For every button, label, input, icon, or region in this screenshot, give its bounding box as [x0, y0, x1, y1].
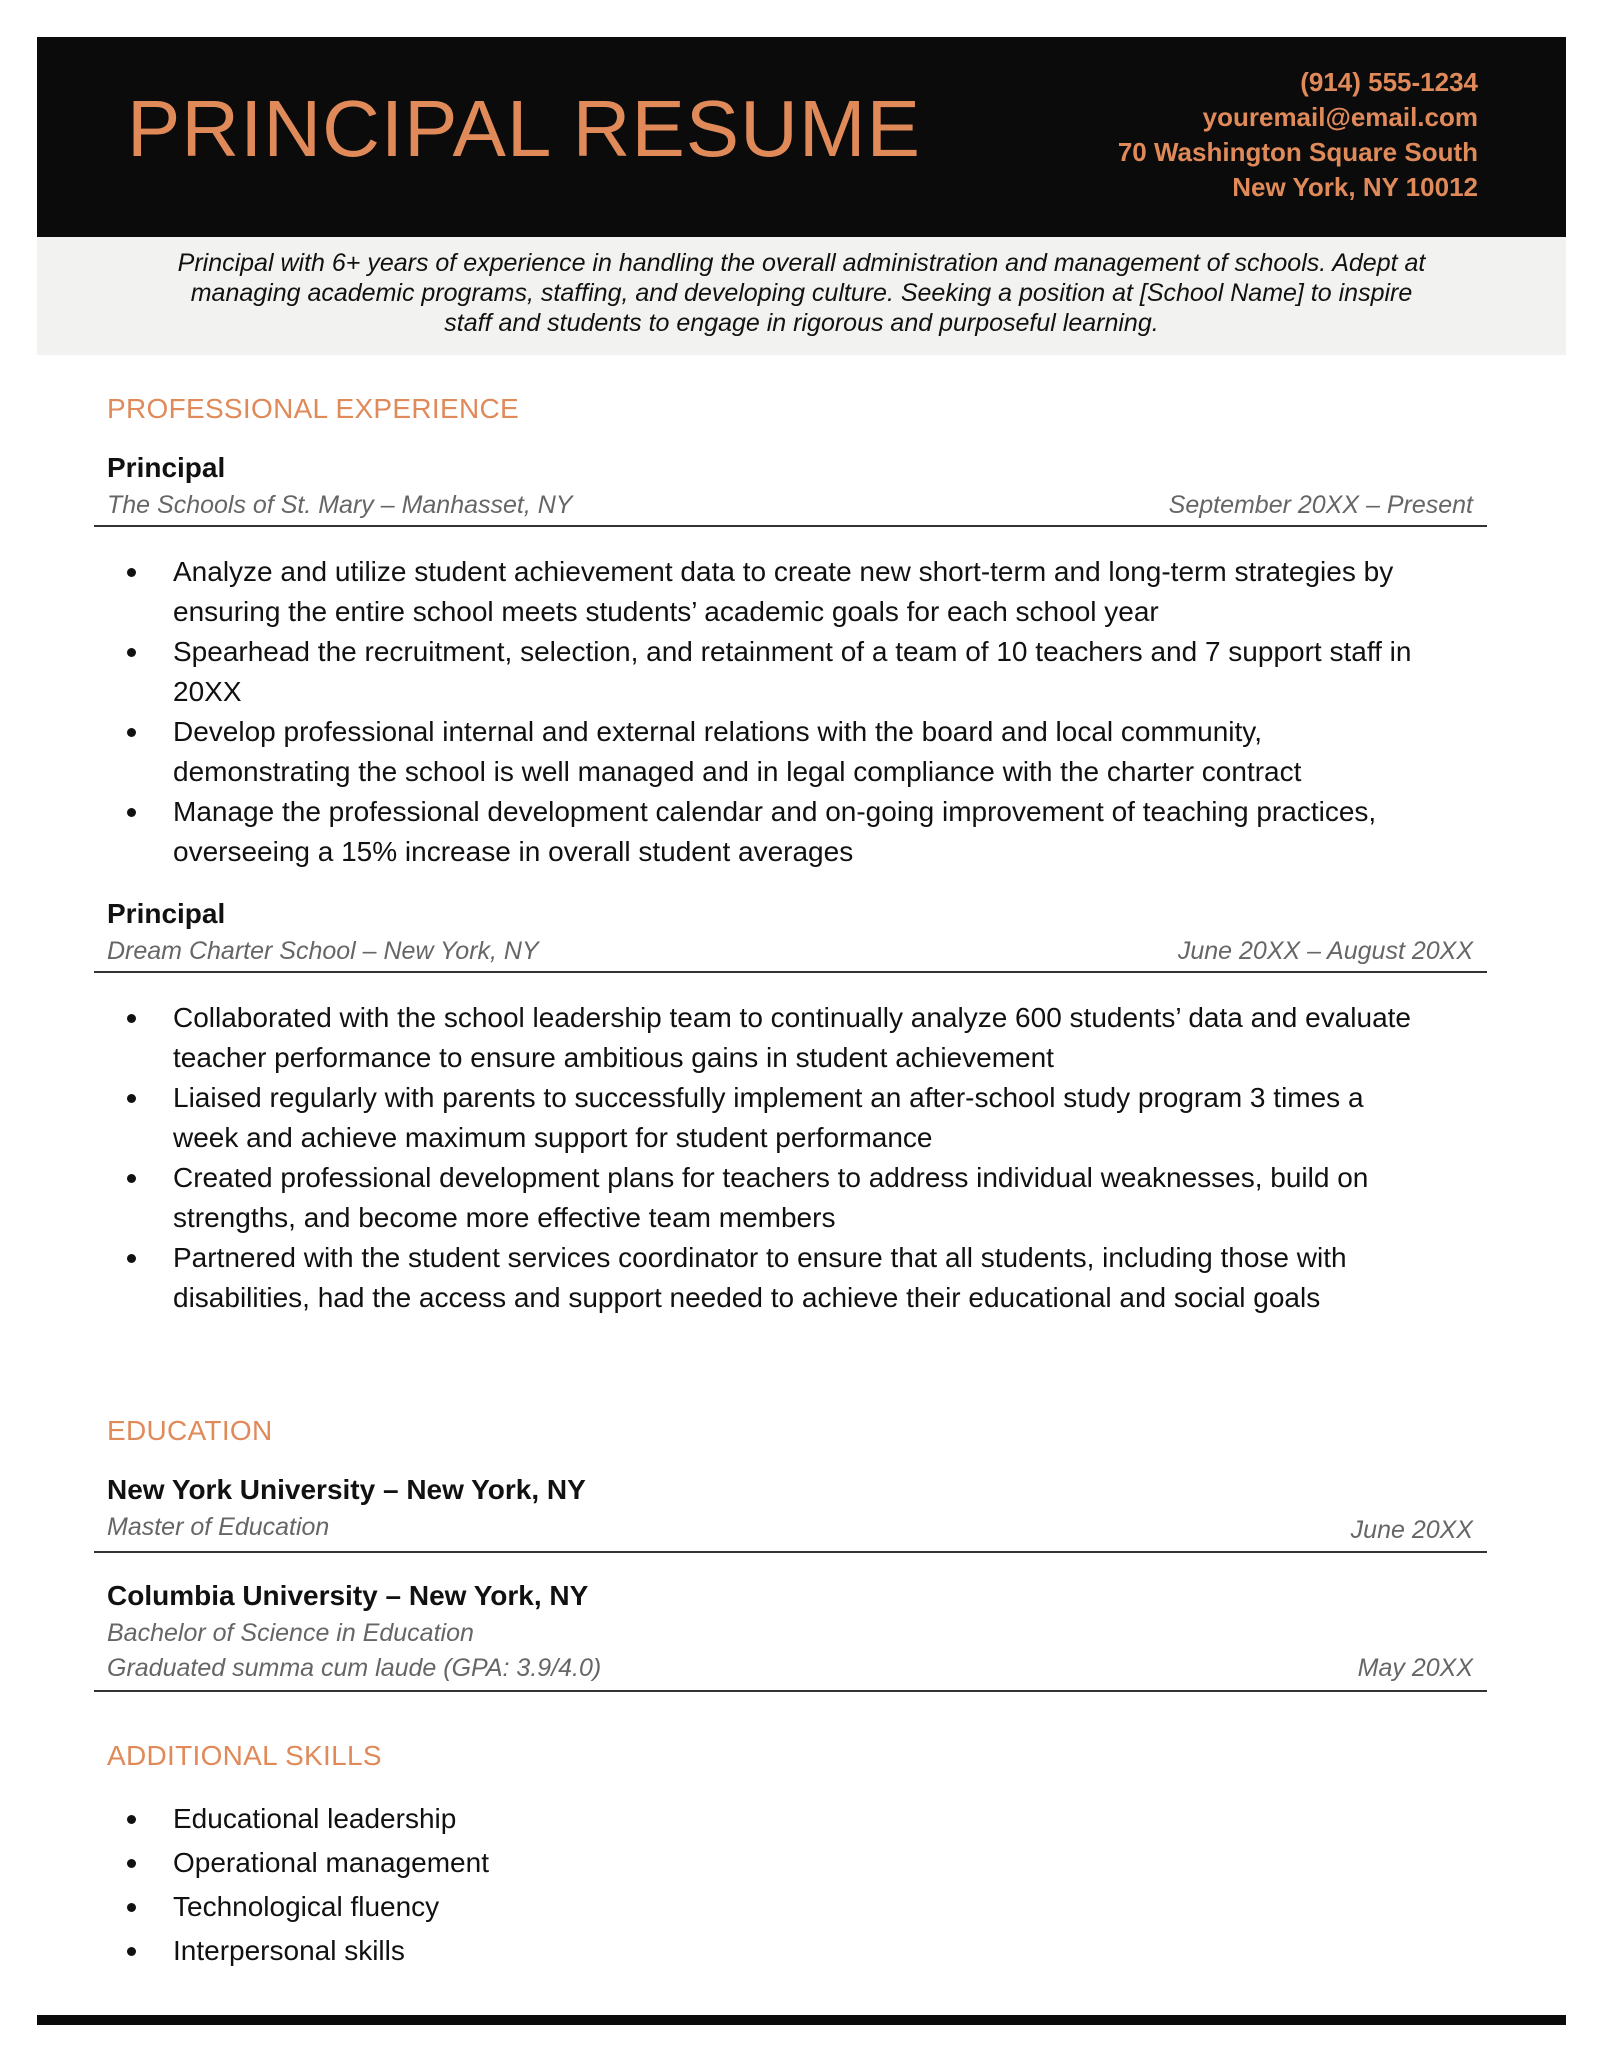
- job-title: Principal: [107, 452, 226, 483]
- bullet-dot: [127, 648, 136, 657]
- degree-text: Master of Education: [107, 1513, 330, 1541]
- school-name: New York University – New York, NY: [107, 1474, 586, 1505]
- bullet-dot: [127, 808, 136, 817]
- phone-text: (914) 555-1234: [1300, 67, 1478, 97]
- bullet-dot: [127, 568, 136, 577]
- education-heading: EDUCATION: [107, 1415, 273, 1446]
- bullet-dot: [127, 1174, 136, 1183]
- email-text: youremail@email.com: [1202, 102, 1478, 132]
- experience-heading: PROFESSIONAL EXPERIENCE: [107, 393, 519, 424]
- skill-text: Interpersonal skills: [173, 1935, 405, 1966]
- job-organization: Dream Charter School – New York, NY: [107, 937, 539, 965]
- header-banner: [37, 37, 1566, 237]
- honors-text: Graduated summa cum laude (GPA: 3.9/4.0): [107, 1654, 602, 1682]
- footer-bar: [37, 2015, 1566, 2025]
- list-item: [0, 1929, 1500, 1973]
- resume-title: PRINCIPAL RESUME: [127, 84, 921, 173]
- bullet-text: Analyze and utilize student achievement data to create new short-term and long-term strategies by ensuring the entire school meets students’ academic goals for each school year: [173, 556, 1394, 627]
- divider-rule: [94, 525, 1487, 527]
- bullet-text: Develop professional internal and external relations with the board and local community, demonstrating the school is well managed and in legal compliance with the charter contract: [173, 716, 1302, 787]
- job-bullet-list: [0, 998, 1500, 1318]
- list-item: [0, 552, 1500, 632]
- list-item: [0, 1158, 1500, 1238]
- job-bullet-list: [0, 552, 1500, 872]
- school-name: Columbia University – New York, NY: [107, 1580, 589, 1611]
- list-item: [0, 1797, 1500, 1841]
- skill-text: Technological fluency: [173, 1891, 440, 1922]
- graduation-date: May 20XX: [1357, 1654, 1473, 1682]
- bullet-dot: [127, 728, 136, 737]
- job-title: Principal: [107, 898, 226, 929]
- divider-rule: [94, 1690, 1487, 1692]
- list-item: [0, 632, 1500, 712]
- bullet-dot: [127, 1254, 136, 1263]
- graduation-date: June 20XX: [1350, 1516, 1473, 1544]
- bullet-dot: [127, 1014, 136, 1023]
- list-item: [0, 792, 1500, 872]
- bullet-dot: [127, 1947, 136, 1956]
- bullet-text: Manage the professional development calendar and on-going improvement of teaching practices, overseeing a 15% increase in overall student averages: [173, 796, 1377, 867]
- bullet-text: Created professional development plans for teachers to address individual weaknesses, build on strengths, and become more effective team members: [173, 1162, 1369, 1233]
- degree-text: Bachelor of Science in Education: [107, 1619, 474, 1647]
- job-organization: The Schools of St. Mary – Manhasset, NY: [107, 491, 573, 519]
- list-item: [0, 1841, 1500, 1885]
- list-item: [0, 712, 1500, 792]
- job-dates: September 20XX – Present: [1168, 491, 1473, 519]
- list-item: [0, 1238, 1500, 1318]
- skill-text: Educational leadership: [173, 1803, 457, 1834]
- skills-list: [0, 1797, 1500, 1973]
- summary-text: Principal with 6+ years of experience in handling the overall administration and management of schools. Adept at managing academic programs, staffing, and developing culture. Seeking a position at [School Name] to inspire staff and students to engage in rigorous and purposeful learning.: [177, 249, 1426, 337]
- job-dates: June 20XX – August 20XX: [1177, 937, 1473, 965]
- divider-rule: [94, 971, 1487, 973]
- skill-text: Operational management: [173, 1847, 489, 1878]
- contact-block: [1118, 65, 1478, 205]
- bullet-dot: [127, 1859, 136, 1868]
- summary-band: [37, 237, 1566, 355]
- address-line-2: New York, NY 10012: [1232, 172, 1478, 202]
- list-item: [0, 1885, 1500, 1929]
- bullet-dot: [127, 1815, 136, 1824]
- list-item: [0, 998, 1500, 1078]
- bullet-text: Liaised regularly with parents to successfully implement an after-school study program 3 times a week and achieve maximum support for student performance: [173, 1082, 1364, 1153]
- bullet-text: Partnered with the student services coordinator to ensure that all students, including those with disabilities, had the access and support needed to achieve their educational and social goals: [173, 1242, 1347, 1313]
- address-line-1: 70 Washington Square South: [1117, 137, 1478, 167]
- bullet-text: Spearhead the recruitment, selection, and retainment of a team of 10 teachers and 7 support staff in 20XX: [173, 636, 1412, 707]
- bullet-dot: [127, 1903, 136, 1912]
- divider-rule: [94, 1551, 1487, 1553]
- bullet-text: Collaborated with the school leadership team to continually analyze 600 students’ data and evaluate teacher performance to ensure ambitious gains in student achievement: [173, 1002, 1411, 1073]
- list-item: [0, 1078, 1500, 1158]
- bullet-dot: [127, 1094, 136, 1103]
- skills-heading: ADDITIONAL SKILLS: [107, 1740, 382, 1771]
